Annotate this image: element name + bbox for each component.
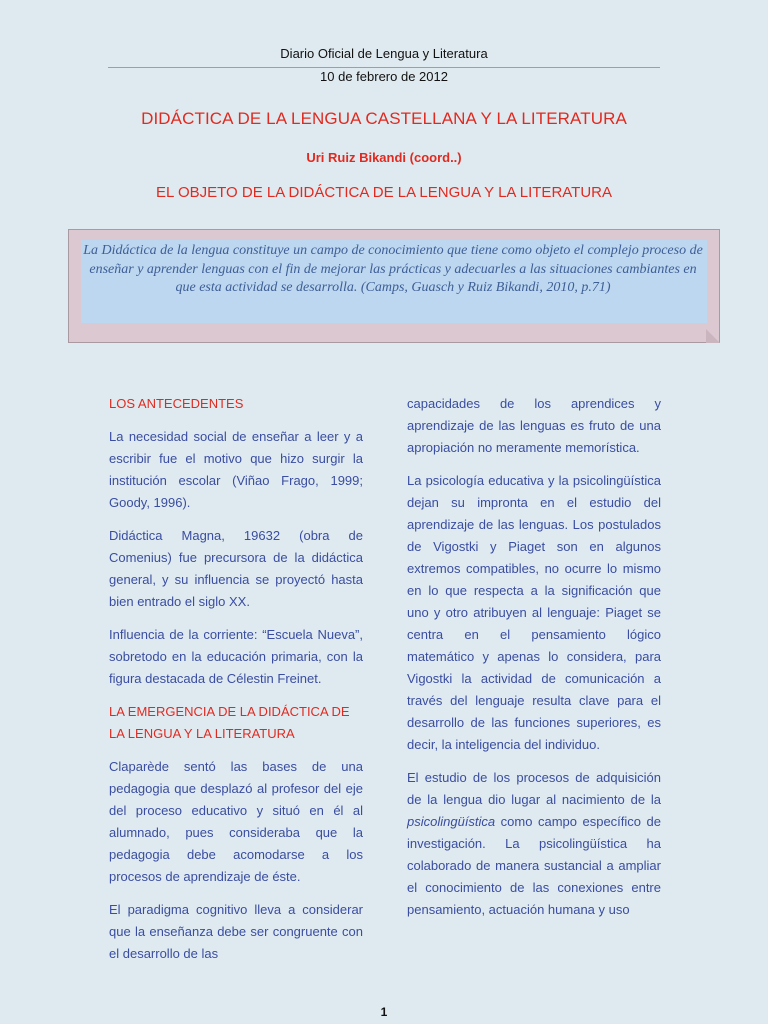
header-divider — [108, 67, 660, 68]
quote-text: La Didáctica de la lengua constituye un campo de conocimiento que tiene como objeto el complejo proceso de enseñar y aprender lenguas con el fin de mejorar las prácticas y adecuarles a las situaciones cambiantes en que esta actividad se desarrolla. (Camps, Guasch y Ruiz Bikandi, 2010, p.71) — [83, 243, 703, 295]
folded-corner — [706, 329, 720, 343]
page-number: 1 — [380, 1005, 388, 1019]
quote-box — [68, 229, 720, 343]
heading-emergencia: LA EMERGENCIA DE LA DIDÁCTICA DE LA LENGUA Y LA LITERATURA — [109, 704, 350, 741]
paragraph: Influencia de la corriente: “Escuela Nueva”, sobretodo en la educación primaria, con la figura destacada de Célestin Freinet. — [109, 627, 363, 686]
paragraph-text: como campo específico de investigación. La psicolingüística ha colaborado de manera sustancial a ampliar el conocimiento de las conexiones entre pensamiento, actuación humana y uso — [407, 814, 661, 917]
paragraph: Claparède sentó las bases de una pedagogia que desplazó al profesor del eje del proceso educativo y situó en él al alumnado, pues consideraba que la pedagogia debe acomodarse a los procesos de aprendizaje de éste. — [109, 759, 363, 884]
paragraph: La psicología educativa y la psicolingüística dejan su impronta en el estudio del aprendizaje de las lenguas. Los postulados de Vigostki y Piaget son en algunos extremos compatibles, no ocurre lo mismo en lo que respecta a la significación que uno y otro atribuyen al lenguaje: Piaget se centra en el pensamiento lógico matemático y apenas lo considera, para Vigostki la actividad de comunicación a través del lenguaje resulta clave para el desarrollo de las funciones superiores, es decir, la inteligencia del individuo. — [407, 473, 661, 752]
section-subtitle: EL OBJETO DE LA DIDÁCTICA DE LA LENGUA Y LA LITERATURA — [156, 184, 612, 201]
right-column — [407, 393, 661, 932]
document-title: DIDÁCTICA DE LA LENGUA CASTELLANA Y LA LITERATURA — [141, 109, 627, 128]
paragraph: Didáctica Magna, 19632 (obra de Comenius) fue precursora de la didáctica general, y su influencia se proyectó hasta bien entrado el siglo XX. — [109, 528, 363, 609]
paragraph: El paradigma cognitivo lleva a considerar que la enseñanza debe ser congruente con el desarrollo de las — [109, 902, 363, 961]
journal-name: Diario Oficial de Lengua y Literatura — [280, 46, 488, 61]
paragraph — [407, 767, 661, 921]
emphasis-term: psicolingüística — [407, 814, 496, 829]
author: Uri Ruiz Bikandi (coord..) — [306, 150, 462, 165]
paragraph: La necesidad social de enseñar a leer y a escribir fue el motivo que hizo surgir la institución escolar (Viñao Frago, 1999; Goody, 1996). — [109, 429, 363, 510]
left-column — [109, 393, 363, 976]
paragraph-text: El estudio de los procesos de adquisición de la lengua dio lugar al nacimiento de la — [407, 770, 661, 807]
heading-antecedentes: LOS ANTECEDENTES — [109, 396, 244, 411]
paragraph: capacidades de los aprendices y aprendizaje de las lenguas es fruto de una apropiación no meramente memorística. — [407, 396, 661, 455]
publication-date: 10 de febrero de 2012 — [320, 69, 448, 84]
